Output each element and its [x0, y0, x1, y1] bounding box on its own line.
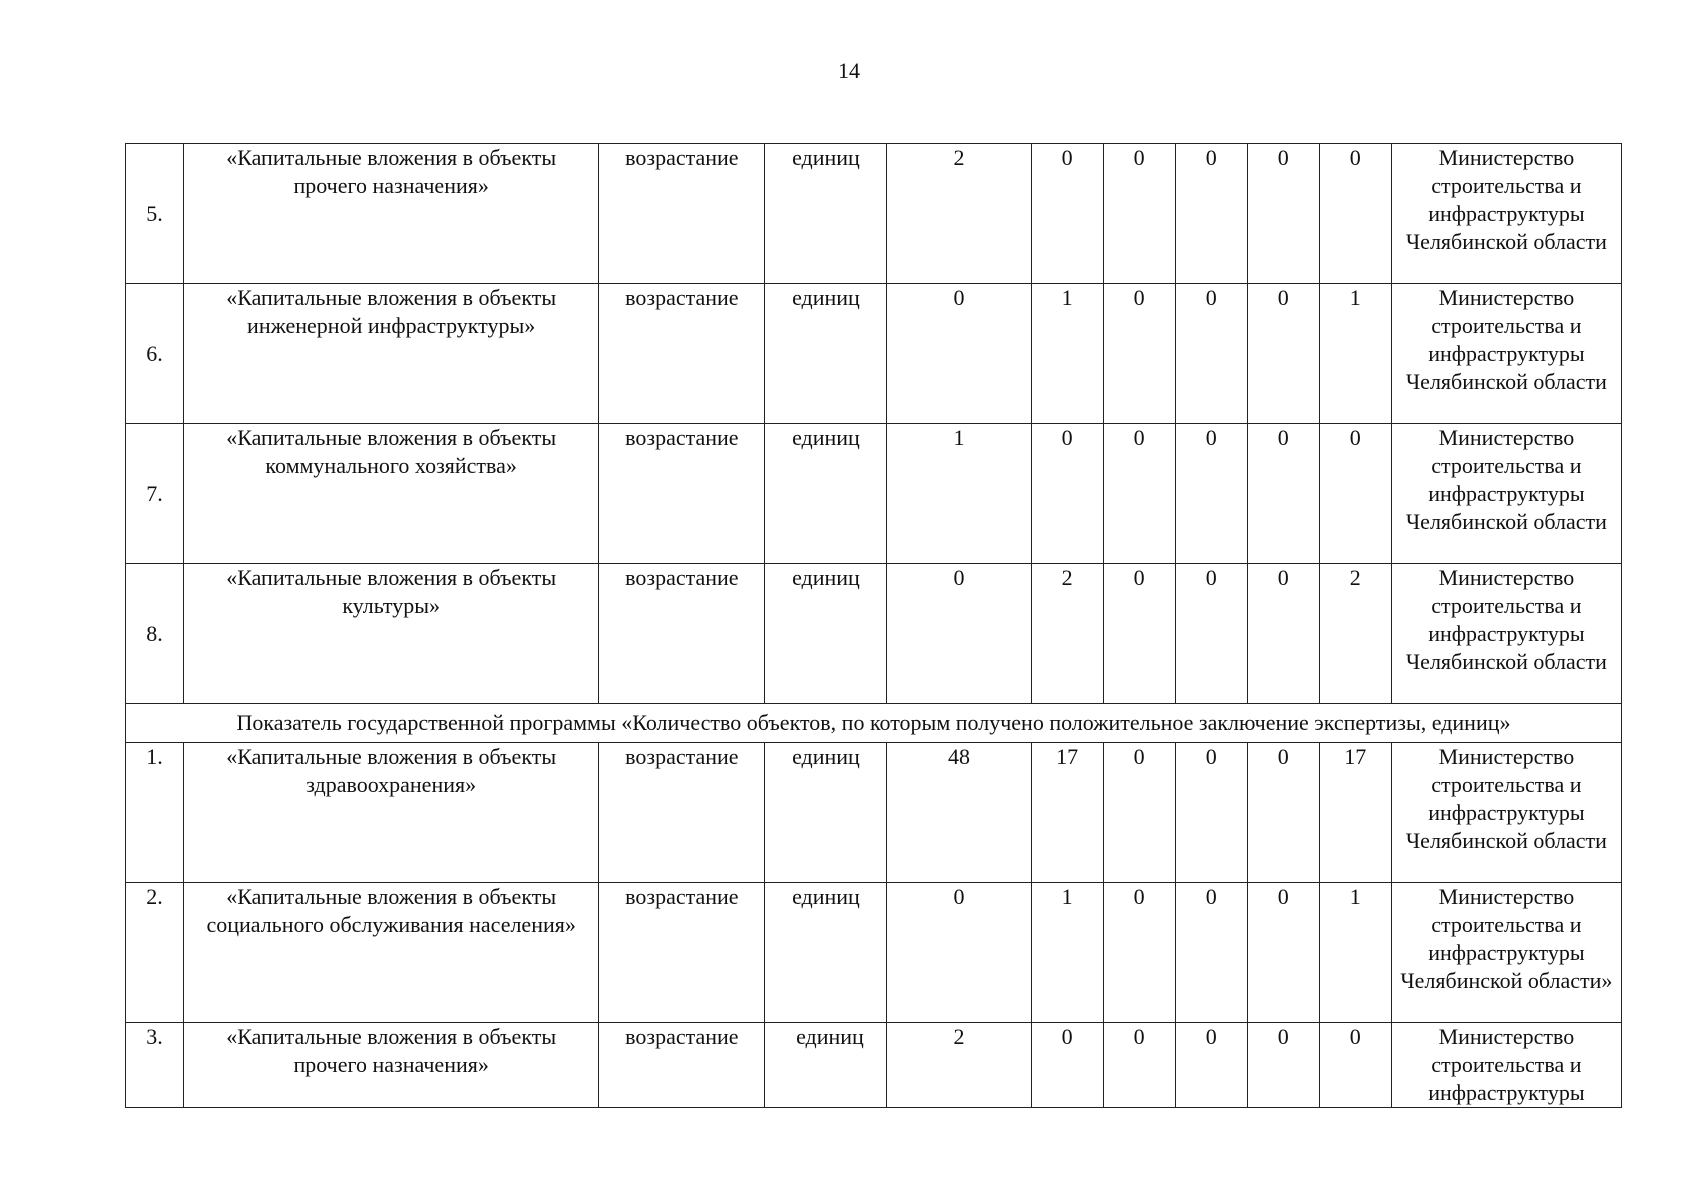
value-cell: 0: [1247, 284, 1319, 424]
value-cell: 2: [1319, 564, 1391, 704]
table-row: [126, 424, 1622, 564]
table-row: [126, 883, 1622, 1023]
page-number: 14: [838, 58, 860, 83]
value-cell: 0: [1031, 424, 1103, 564]
value-cell: 0: [1247, 564, 1319, 704]
value-cell: 17: [1031, 743, 1103, 883]
responsible: Министерство строительства и инфраструктуры Челябинской области»: [1391, 883, 1621, 1023]
value-cell: 1: [887, 424, 1031, 564]
responsible: Министерство строительства и инфраструктуры Челябинской области: [1391, 564, 1621, 704]
value-cell: 0: [1175, 564, 1247, 704]
table-row: [126, 284, 1622, 424]
unit: единиц: [765, 883, 887, 1023]
direction: возрастание: [599, 144, 765, 284]
value-cell: 0: [1175, 144, 1247, 284]
value-cell: 0: [1103, 743, 1175, 883]
row-number: 6.: [126, 284, 184, 424]
direction: возрастание: [599, 883, 765, 1023]
value-cell: 0: [1247, 883, 1319, 1023]
indicator-name: «Капитальные вложения в объекты коммунального хозяйства»: [184, 424, 599, 564]
row-number: 1.: [126, 743, 184, 883]
value-cell: 0: [887, 883, 1031, 1023]
table-row: [126, 564, 1622, 704]
value-cell: 0: [1031, 144, 1103, 284]
direction: возрастание: [599, 284, 765, 424]
value-cell: 0: [1103, 424, 1175, 564]
indicator-name: «Капитальные вложения в объекты прочего назначения»: [184, 1023, 599, 1108]
direction: возрастание: [599, 1023, 765, 1108]
value-cell: 2: [887, 1023, 1031, 1108]
value-cell: 1: [1031, 883, 1103, 1023]
row-number: 2.: [126, 883, 184, 1023]
value-cell: 0: [1175, 743, 1247, 883]
value-cell: 0: [1103, 1023, 1175, 1108]
indicator-name: «Капитальные вложения в объекты прочего назначения»: [184, 144, 599, 284]
table-row: [126, 1023, 1622, 1108]
section-header: Показатель государственной программы «Количество объектов, по которым получено положительное заключение экспертизы, единиц»: [126, 704, 1622, 743]
value-cell: 0: [1103, 564, 1175, 704]
unit: единиц: [765, 743, 887, 883]
value-cell: 0: [1247, 743, 1319, 883]
value-cell: 2: [1031, 564, 1103, 704]
direction: возрастание: [599, 564, 765, 704]
value-cell: 0: [1247, 424, 1319, 564]
unit: единиц: [765, 144, 887, 284]
value-cell: 0: [1175, 424, 1247, 564]
value-cell: 17: [1319, 743, 1391, 883]
value-cell: 1: [1319, 284, 1391, 424]
indicator-name: «Капитальные вложения в объекты инженерной инфраструктуры»: [184, 284, 599, 424]
unit: единиц: [765, 564, 887, 704]
value-cell: 48: [887, 743, 1031, 883]
value-cell: 1: [1319, 883, 1391, 1023]
row-number: 3.: [126, 1023, 184, 1108]
value-cell: 0: [1103, 883, 1175, 1023]
value-cell: 0: [1319, 144, 1391, 284]
value-cell: 0: [1247, 144, 1319, 284]
indicator-name: «Капитальные вложения в объекты социального обслуживания населения»: [184, 883, 599, 1023]
table-row: [126, 743, 1622, 883]
value-cell: 0: [1103, 284, 1175, 424]
responsible: Министерство строительства и инфраструктуры Челябинской области: [1391, 743, 1621, 883]
indicator-name: «Капитальные вложения в объекты здравоохранения»: [184, 743, 599, 883]
value-cell: 0: [1175, 284, 1247, 424]
value-cell: 0: [1319, 424, 1391, 564]
section-header-row: [126, 704, 1622, 743]
value-cell: 0: [1319, 1023, 1391, 1108]
row-number: 8.: [126, 564, 184, 704]
value-cell: 1: [1031, 284, 1103, 424]
value-cell: 0: [1175, 1023, 1247, 1108]
direction: возрастание: [599, 743, 765, 883]
value-cell: 0: [1103, 144, 1175, 284]
responsible: Министерство строительства и инфраструктуры Челябинской области: [1391, 144, 1621, 284]
direction: возрастание: [599, 424, 765, 564]
row-number: 7.: [126, 424, 184, 564]
value-cell: 0: [1247, 1023, 1319, 1108]
unit: единиц: [765, 1023, 887, 1108]
value-cell: 0: [1031, 1023, 1103, 1108]
responsible: Министерство строительства и инфраструктуры Челябинской области: [1391, 424, 1621, 564]
value-cell: 2: [887, 144, 1031, 284]
responsible: Министерство строительства и инфраструктуры: [1391, 1023, 1621, 1108]
row-number: 5.: [126, 144, 184, 284]
value-cell: 0: [887, 564, 1031, 704]
value-cell: 0: [1175, 883, 1247, 1023]
value-cell: 0: [887, 284, 1031, 424]
unit: единиц: [765, 424, 887, 564]
unit: единиц: [765, 284, 887, 424]
indicators-table: [125, 143, 1622, 1108]
table-row: [126, 144, 1622, 284]
indicator-name: «Капитальные вложения в объекты культуры»: [184, 564, 599, 704]
responsible: Министерство строительства и инфраструктуры Челябинской области: [1391, 284, 1621, 424]
